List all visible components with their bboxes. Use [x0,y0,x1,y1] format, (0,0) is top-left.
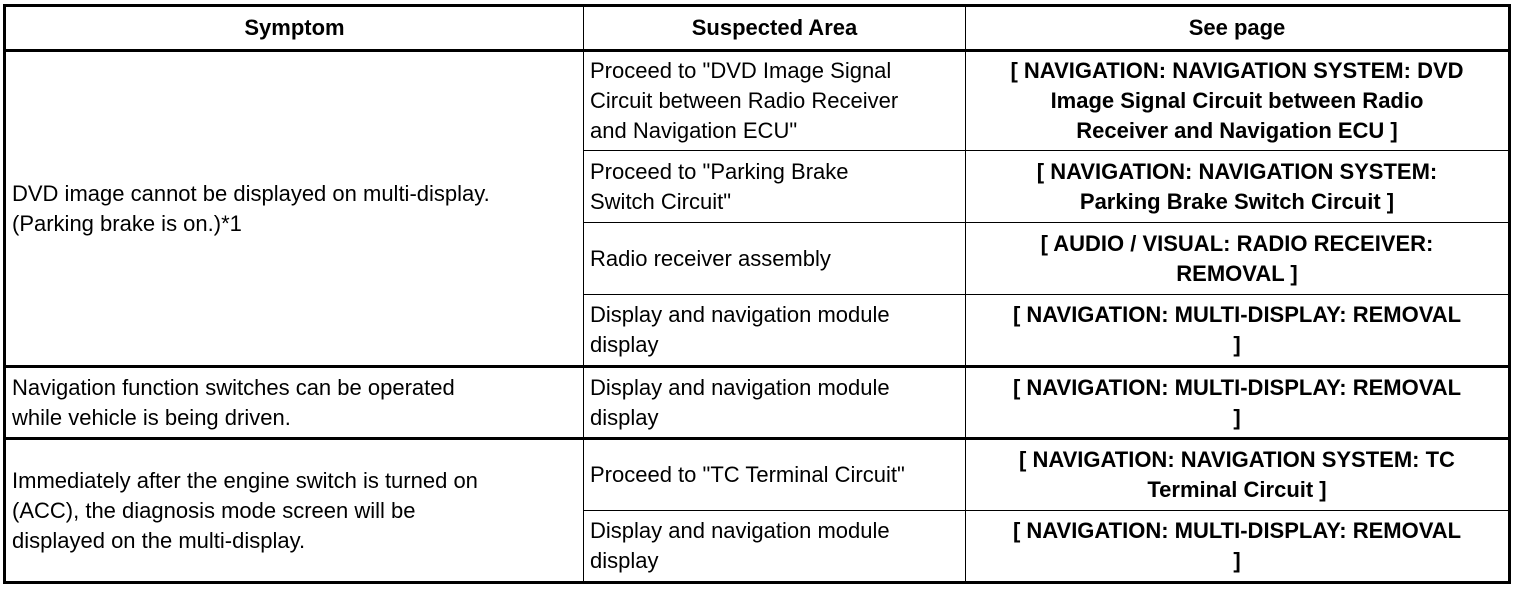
table-row [5,367,1510,439]
see-page-link[interactable] [966,51,1510,151]
suspected-area-cell [584,51,966,151]
see-page-link[interactable] [966,295,1510,367]
symptom-cell [5,51,584,367]
suspected-area-cell [584,439,966,511]
area-line: Proceed to "DVD Image Signal [590,58,892,83]
area-line: Switch Circuit" [590,188,732,214]
header-row [5,6,1510,51]
header-see-page: See page [966,6,1510,51]
area-line: Radio receiver assembly [590,245,831,271]
area-line: Circuit between Radio Receiver [590,88,899,113]
page-line: [ AUDIO / VISUAL: RADIO RECEIVER: [1040,230,1434,256]
page-line: Terminal Circuit ] [1147,477,1327,502]
suspected-area-cell [584,223,966,295]
page-line: [ NAVIGATION: NAVIGATION SYSTEM: TC [1019,447,1455,472]
symptom-line: (Parking brake is on.)*1 [12,210,242,236]
troubleshooting-table [3,4,1511,584]
see-page-link[interactable] [966,511,1510,583]
symptom-cell [5,367,584,439]
page-line: ] [1233,404,1241,430]
see-page-link[interactable] [966,439,1510,511]
symptom-cell [5,439,584,583]
area-line: and Navigation ECU" [590,118,798,143]
page-line: [ NAVIGATION: NAVIGATION SYSTEM: [1036,158,1438,184]
symptom-line: while vehicle is being driven. [12,404,291,430]
symptom-line: (ACC), the diagnosis mode screen will be [12,497,416,523]
symptom-line: Navigation function switches can be operated [12,374,455,400]
suspected-area-cell [584,151,966,223]
page-line: [ NAVIGATION: NAVIGATION SYSTEM: DVD [1010,58,1464,83]
page-line: [ NAVIGATION: MULTI-DISPLAY: REMOVAL [1012,374,1462,400]
see-page-link[interactable] [966,223,1510,295]
page-line: [ NAVIGATION: MULTI-DISPLAY: REMOVAL [1012,518,1462,543]
area-line: Display and navigation module [590,518,890,543]
see-page-link[interactable] [966,367,1510,439]
table-row [5,51,1510,151]
suspected-area-cell [584,367,966,439]
page-line: Receiver and Navigation ECU ] [1076,118,1398,143]
area-line: display [590,548,659,573]
suspected-area-cell [584,511,966,583]
suspected-area-cell [584,295,966,367]
area-line: Display and navigation module [590,374,890,400]
symptom-line: Immediately after the engine switch is turned on [12,467,478,493]
area-line: Proceed to "TC Terminal Circuit" [590,462,905,487]
area-line: Display and navigation module [590,302,890,327]
symptom-line: DVD image cannot be displayed on multi-display. [12,180,490,206]
symptom-line: displayed on the multi-display. [12,527,306,553]
page-line: ] [1233,548,1241,573]
troubleshooting-table-container [3,4,1511,584]
table-row [5,439,1510,511]
area-line: display [590,404,659,430]
page-line: Parking Brake Switch Circuit ] [1079,188,1395,214]
see-page-link[interactable] [966,151,1510,223]
area-line: display [590,332,659,357]
header-suspected-area: Suspected Area [584,6,966,51]
page-line: REMOVAL ] [1176,260,1298,286]
page-line: ] [1233,332,1241,357]
header-symptom: Symptom [5,6,584,51]
page-line: Image Signal Circuit between Radio [1050,88,1424,113]
area-line: Proceed to "Parking Brake [590,158,849,184]
page-line: [ NAVIGATION: MULTI-DISPLAY: REMOVAL [1012,302,1462,327]
